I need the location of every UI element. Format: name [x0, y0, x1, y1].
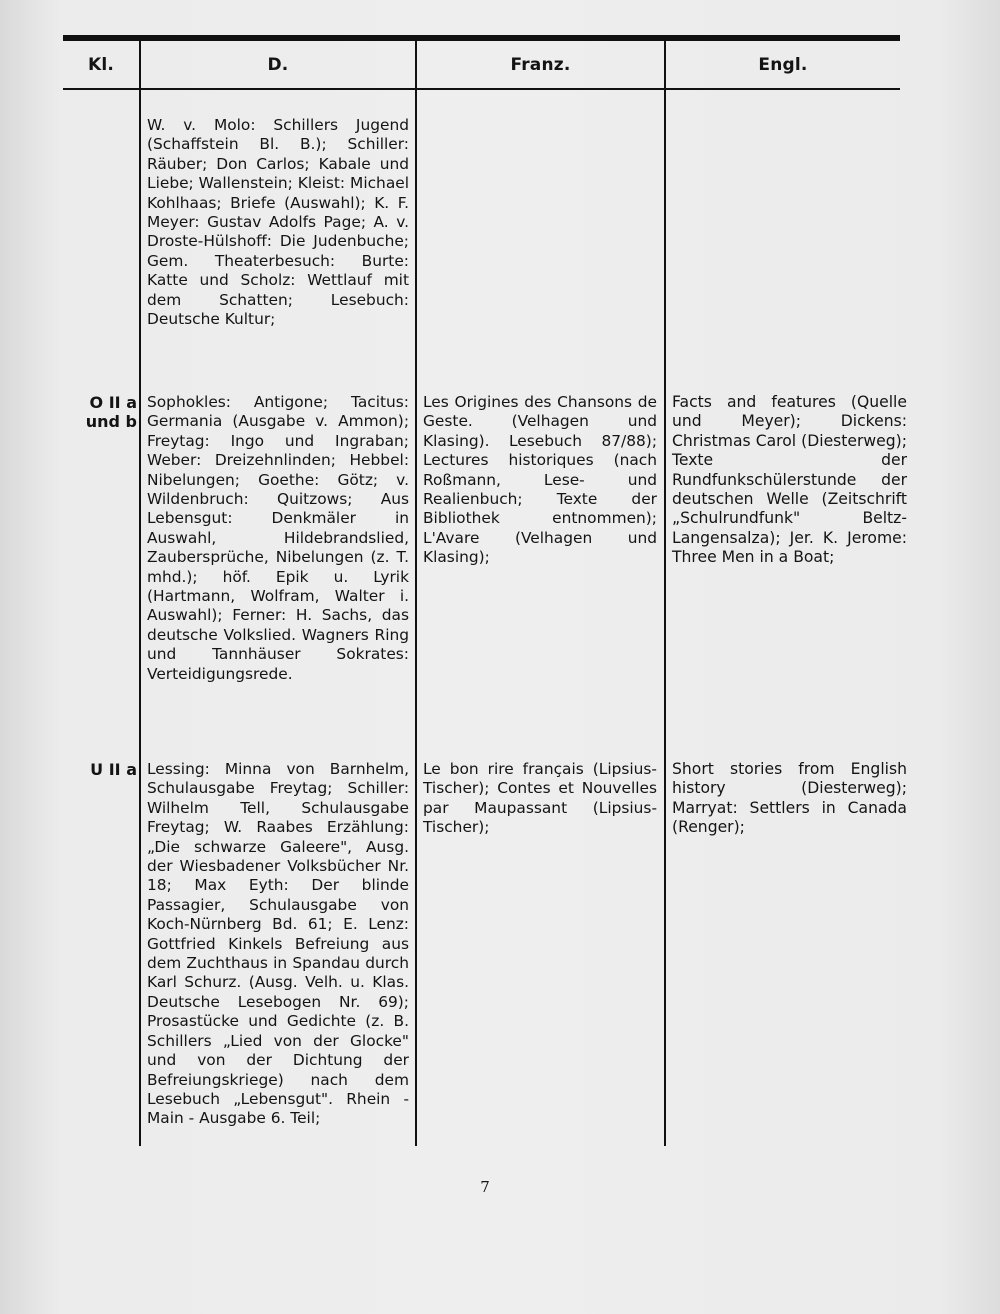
table-top-rule: [63, 35, 900, 41]
row-3-d: Lessing: Minna von Barnhelm, Schulausgabe Freytag; Schiller: Wilhelm Tell, Schulausgabe Freytag; W. Raabes Erzählung: „Die schwarze Galeere", Ausg. der Wiesbadener Volksbücher Nr. 18; Max Eyth: Der blinde Passagier, Schulausgabe von Koch-Nürnberg Bd. 61; E. Lenz: Gottfried Kinkels Befreiung aus dem Zuchthaus in Spandau durch Karl Schurz. (Ausg. Velh. u. Klas. Deutsche Lesebogen Nr. 69); Prosastücke und Gedichte (z. B. Schillers „Lied von der Glocke" und von der Dichtung der Befreiungskriege) nach dem Lesebuch „Lebensgut". Rhein - Main - Ausgabe 6. Teil;: [147, 760, 409, 1128]
row-1-d: W. v. Molo: Schillers Jugend (Schaffstein Bl. B.); Schiller: Räuber; Don Carlos; Kabale und Liebe; Wallenstein; Kleist: Michael Kohlhaas; Briefe (Auswahl); K. F. Meyer: Gustav Adolfs Page; A. v. Droste-Hülshoff: Die Judenbuche; Gem. Theaterbesuch: Burte: Katte und Scholz: Wettlauf mit dem Schatten; Lesebuch: Deutsche Kultur;: [147, 116, 409, 329]
column-divider-d: [415, 41, 417, 1146]
column-divider-franz: [664, 41, 666, 1146]
row-2-d: Sophokles: Antigone; Tacitus: Germania (Ausgabe v. Ammon); Freytag: Ingo und Ingraban; Weber: Dreizehnlinden; Hebbel: Nibelungen; Goethe: Götz; v. Wildenbruch: Quitzows; Aus Lebensgut: Denkmäler in Auswahl, Hildebrandslied, Zaubersprüche, Nibelungen (z. T. mhd.); höf. Epik u. Lyrik (Hartmann, Wolfram, Walter i. Auswahl); Ferner: H. Sachs, das deutsche Volkslied. Wagners Ring und Tannhäuser Sokrates: Verteidigungsrede.: [147, 393, 409, 683]
header-d: D.: [267, 55, 289, 75]
row-2-franz: Les Origines des Chansons de Geste. (Velhagen und Klasing). Lesebuch 87/88); Lectures historiques (nach Roßmann, Lese- und Realienbuch; Texte der Bibliothek entnommen); L'Avare (Velhagen und Klasing);: [423, 393, 657, 567]
header-engl: Engl.: [758, 55, 808, 75]
page-number: 7: [480, 1178, 490, 1196]
row-2-class: O II a und b: [85, 393, 137, 431]
row-2-engl: Facts and features (Quelle und Meyer); Dickens: Christmas Carol (Diesterweg); Texte der Rundfunkschülerstunde der deutschen Welle (Zeitschrift „Schulrundfunk" Beltz-Langensalza); Jer. K. Jerome: Three Men in a Boat;: [672, 393, 907, 567]
row-3-franz: Le bon rire français (Lipsius-Tischer); Contes et Nouvelles par Maupassant (Lipsius-Tischer);: [423, 760, 657, 837]
header-franz: Franz.: [510, 55, 571, 75]
row-3-engl: Short stories from English history (Diesterweg); Marryat: Settlers in Canada (Renger);: [672, 760, 907, 837]
table-header-rule: [63, 88, 900, 90]
row-3-class: U II a: [90, 760, 137, 779]
column-divider-kl: [139, 41, 141, 1146]
header-kl: Kl.: [87, 55, 115, 75]
